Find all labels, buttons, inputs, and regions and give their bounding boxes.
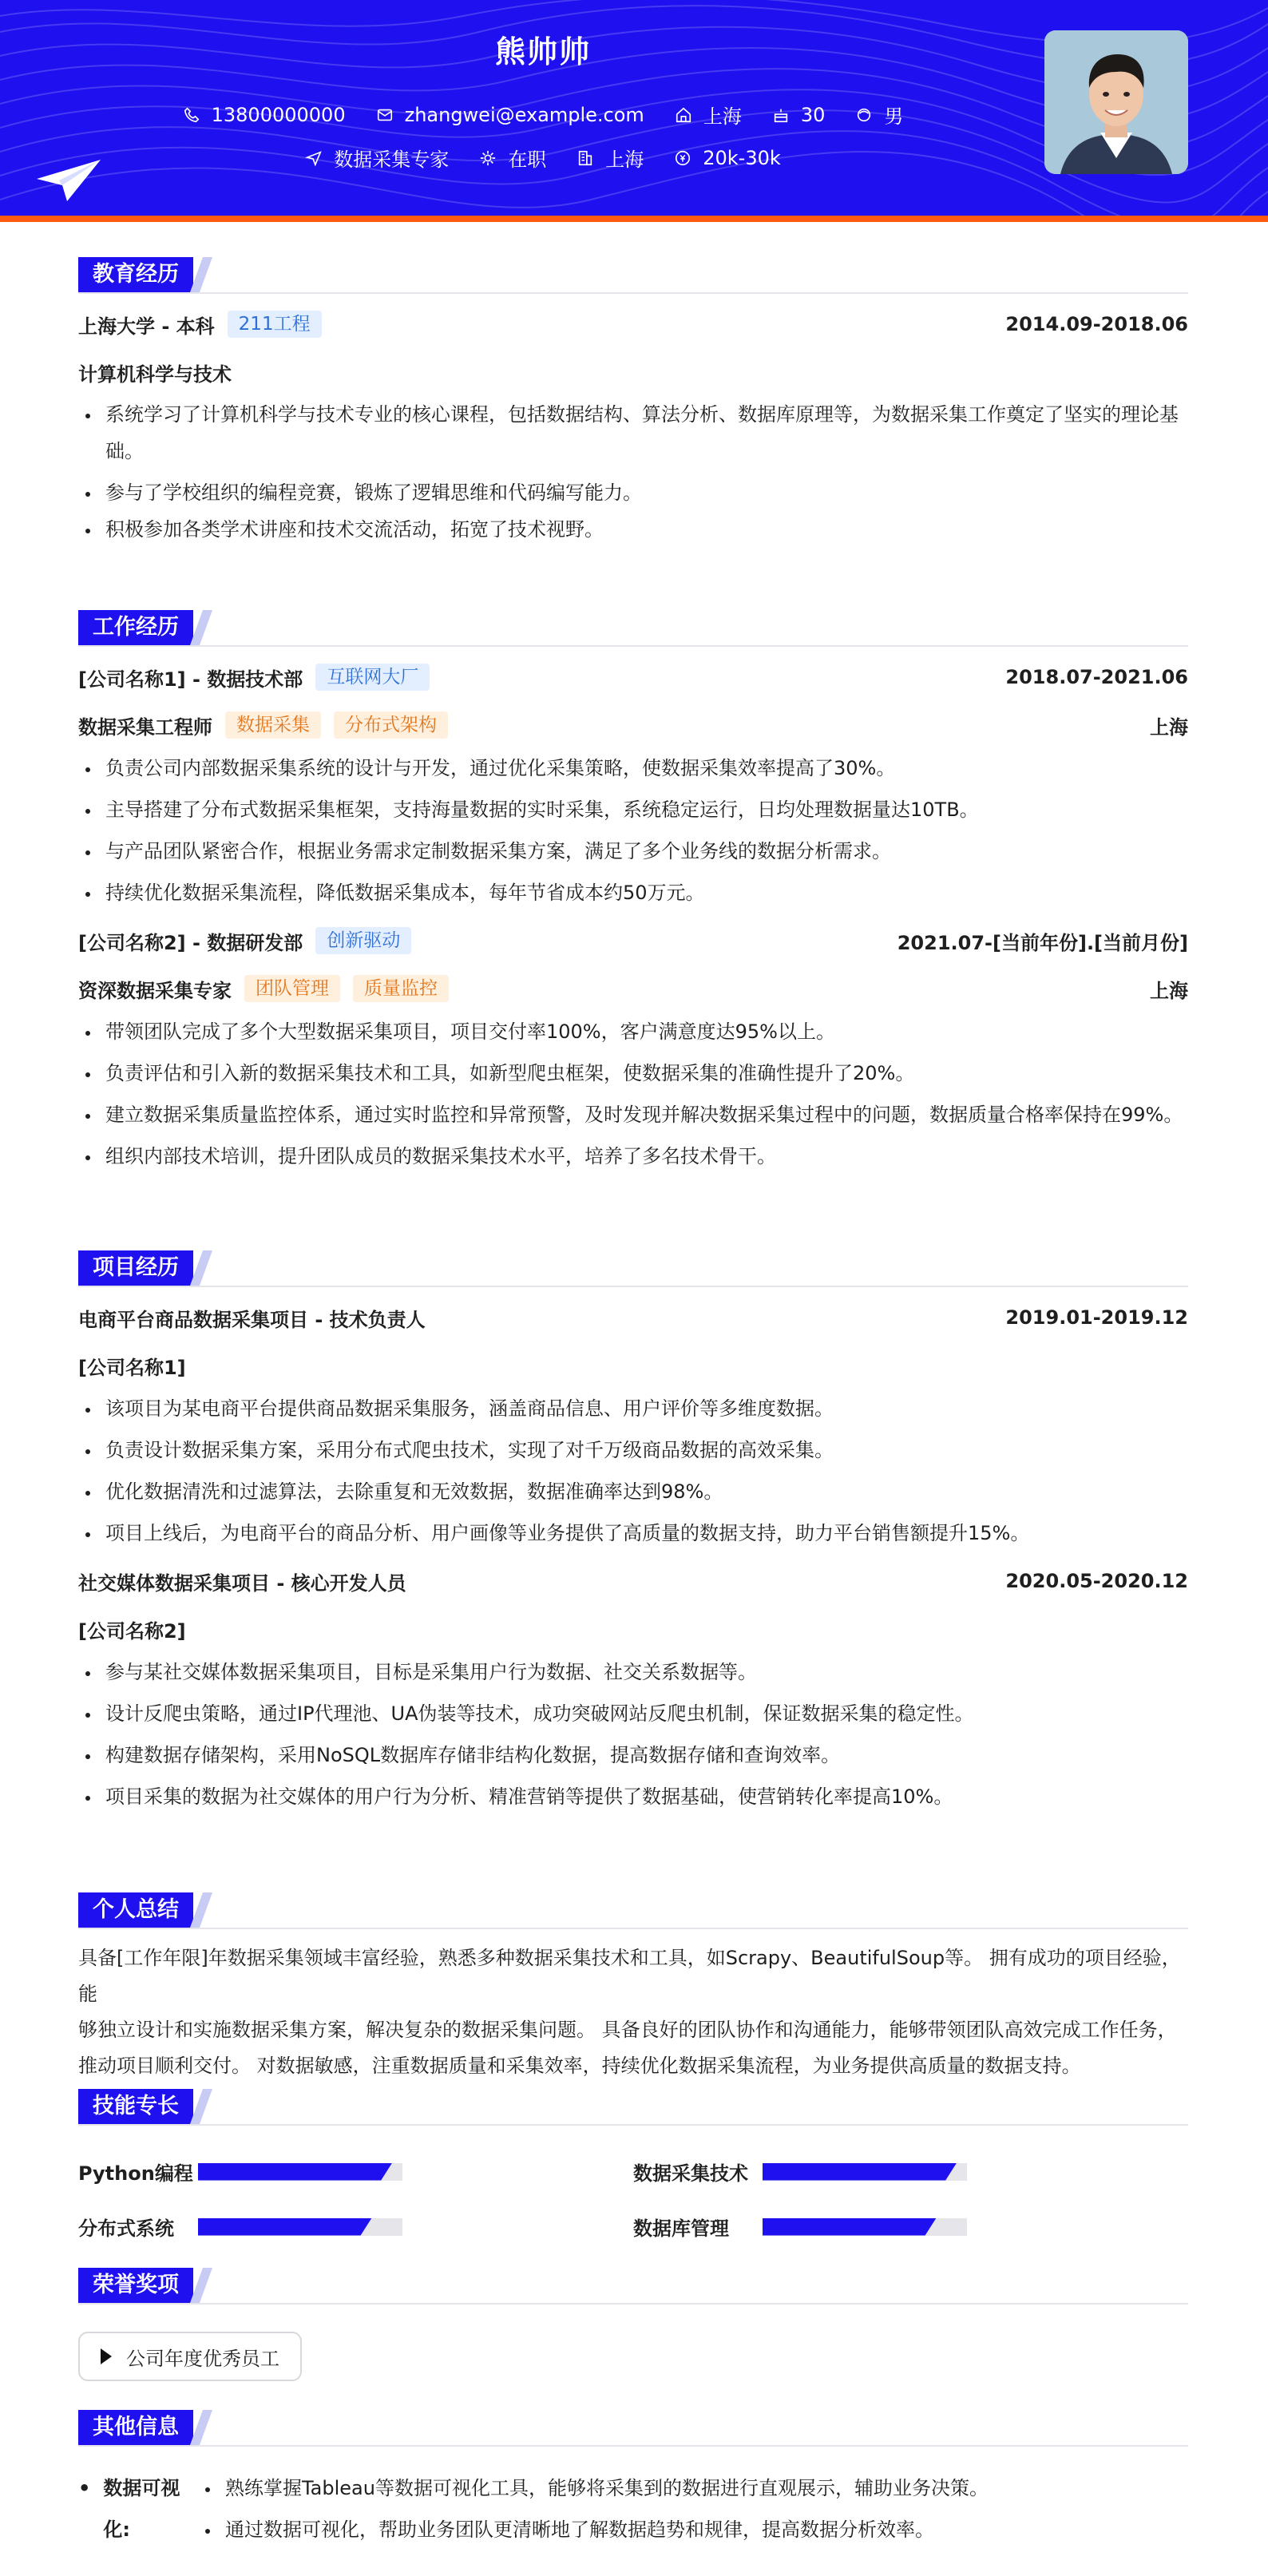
list-item: • 熟练掌握Tableau等数据可视化工具，能够将采集到的数据进行直观展示，辅助业务决策。 xyxy=(220,2467,989,2509)
other-item xyxy=(78,2467,1188,2550)
gender-icon xyxy=(855,106,873,124)
project-period: 2020.05-2020.12 xyxy=(1005,1570,1188,1592)
skill-bar xyxy=(763,2163,967,2181)
email-info xyxy=(376,104,644,126)
summary-line: 够独立设计和实施数据采集方案，解决复杂的数据采集问题。 具备良好的团队协作和沟通能力，能够带领团队高效完成工作任务， xyxy=(78,2019,1177,2041)
role-name: 数据采集工程师 xyxy=(78,715,212,739)
job-location: 上海 xyxy=(1150,715,1188,739)
education-details xyxy=(78,396,1188,548)
heading-decoration xyxy=(190,1892,212,1928)
gender-text: 男 xyxy=(884,105,904,128)
education-period: 2014.09-2018.06 xyxy=(1005,313,1188,335)
cake-icon xyxy=(772,106,790,124)
list-item: • 项目采集的数据为社交媒体的用户行为分析、精准营销等提供了数据基础，使营销转化率提高10%。 xyxy=(101,1776,1188,1817)
heading-decoration xyxy=(190,1250,212,1286)
phone-icon xyxy=(183,106,200,124)
skill-bar-fill xyxy=(198,2218,372,2236)
status-gear-icon xyxy=(479,149,497,167)
phone-info xyxy=(183,104,346,126)
project-name: 社交媒体数据采集项目 - 核心开发人员 xyxy=(78,1571,406,1595)
skill-bar xyxy=(198,2218,402,2236)
position-text: 数据采集专家 xyxy=(334,149,450,171)
city-text: 上海 xyxy=(703,105,742,128)
city-info xyxy=(675,101,742,129)
list-item: • 组织内部技术培训，提升团队成员的数据采集技术水平，培养了多名技术骨干。 xyxy=(101,1135,1188,1177)
section-heading: 工作经历 xyxy=(78,610,193,645)
role-tag: 数据采集 xyxy=(225,711,321,739)
role-name: 资深数据采集专家 xyxy=(78,979,232,1002)
education-entry-head xyxy=(78,308,1188,340)
header-accent-line xyxy=(0,216,1268,222)
job-location: 上海 xyxy=(1150,979,1188,1002)
gender-info xyxy=(855,101,903,129)
list-item: • 该项目为某电商平台提供商品数据采集服务，涵盖商品信息、用户评价等多维度数据。 xyxy=(101,1388,1188,1429)
awards-title xyxy=(78,2268,1188,2305)
skill-item xyxy=(633,2158,1188,2186)
age-text: 30 xyxy=(800,103,826,126)
phone-text: 13800000000 xyxy=(211,103,346,126)
mail-icon xyxy=(376,106,394,124)
other-details xyxy=(198,2467,989,2550)
work-city-text: 上海 xyxy=(605,149,644,171)
section-heading: 教育经历 xyxy=(78,257,193,292)
list-item: • 负责设计数据采集方案，采用分布式爬虫技术，实现了对千万级商品数据的高效采集。 xyxy=(101,1429,1188,1471)
job-2-details xyxy=(78,1011,1188,1177)
awards-section xyxy=(78,2268,1188,2381)
skill-name: 分布式系统 xyxy=(78,2217,174,2240)
job-period: 2021.07-[当前年份].[当前月份] xyxy=(897,931,1188,954)
award-item[interactable] xyxy=(78,2332,302,2381)
education-section xyxy=(78,257,1188,548)
company-name: [公司名称1] - 数据技术部 xyxy=(78,668,303,691)
skill-bar xyxy=(763,2218,967,2236)
position-info xyxy=(305,144,449,172)
projects-section xyxy=(78,1250,1188,1817)
candidate-name: 熊帅帅 xyxy=(494,34,591,69)
skill-name: 数据库管理 xyxy=(633,2217,729,2240)
award-name: 公司年度优秀员工 xyxy=(126,2347,279,2370)
skill-bar-fill xyxy=(763,2163,957,2181)
role-tag: 分布式架构 xyxy=(334,711,448,739)
list-item: • 通过数据可视化，帮助业务团队更清晰地了解数据趋势和规律，提高数据分析效率。 xyxy=(220,2509,989,2550)
list-item: • 参与某社交媒体数据采集项目，目标是采集用户行为数据、社交关系数据等。 xyxy=(101,1651,1188,1693)
other-title xyxy=(78,2410,1188,2447)
list-item: • 负责公司内部数据采集系统的设计与开发，通过优化采集策略，使数据采集效率提高了30%。 xyxy=(101,747,1188,789)
project-name: 电商平台商品数据采集项目 - 技术负责人 xyxy=(78,1308,426,1331)
section-heading: 荣誉奖项 xyxy=(78,2268,193,2303)
money-icon xyxy=(674,149,691,167)
email-text: zhangwei@example.com xyxy=(404,103,644,126)
salary-text: 20k-30k xyxy=(703,146,781,169)
major-name: 计算机科学与技术 xyxy=(78,363,232,386)
job-1-details xyxy=(78,747,1188,913)
building-icon xyxy=(577,149,594,167)
project-2-head xyxy=(78,1565,1188,1597)
send-icon xyxy=(305,149,323,167)
work-title xyxy=(78,610,1188,647)
summary-text xyxy=(78,1940,1188,2084)
job-1-head xyxy=(78,661,1188,693)
heading-decoration xyxy=(190,2268,212,2303)
role-tag: 团队管理 xyxy=(244,975,340,1002)
project-company: [公司名称2] xyxy=(78,1619,186,1643)
summary-section xyxy=(78,1892,1188,2084)
list-item: • 主导搭建了分布式数据采集框架，支持海量数据的实时采集，系统稳定运行，日均处理数据量达10TB。 xyxy=(101,789,1188,830)
section-heading: 项目经历 xyxy=(78,1250,193,1286)
heading-decoration xyxy=(190,2089,212,2124)
home-icon xyxy=(675,106,692,124)
skill-name: Python编程 xyxy=(78,2162,193,2185)
school-name: 上海大学 - 本科 xyxy=(78,315,215,338)
skill-bar-fill xyxy=(763,2218,937,2236)
skill-bar-fill xyxy=(198,2163,392,2181)
skills-title xyxy=(78,2089,1188,2126)
company-tag: 互联网大厂 xyxy=(315,664,430,691)
job-row xyxy=(0,144,1086,172)
job-2-head xyxy=(78,925,1188,957)
major-row xyxy=(78,356,1188,388)
list-item: • 构建数据存储架构，采用NoSQL数据库存储非结构化数据，提高数据存储和查询效率。 xyxy=(101,1734,1188,1776)
summary-title xyxy=(78,1892,1188,1929)
heading-decoration xyxy=(190,257,212,292)
work-section xyxy=(78,610,1188,1177)
project-2-company xyxy=(78,1613,1188,1645)
skill-item xyxy=(78,2213,633,2241)
list-item: • 带领团队完成了多个大型数据采集项目，项目交付率100%，客户满意度达95%以上。 xyxy=(101,1011,1188,1052)
project-2-details xyxy=(78,1651,1188,1817)
school-tag: 211工程 xyxy=(228,311,322,338)
heading-decoration xyxy=(190,2410,212,2445)
job-1-role xyxy=(78,709,1188,741)
summary-line: 推动项目顺利交付。 对数据敏感，注重数据质量和采集效率，持续优化数据采集流程，为业务提供高质量的数据支持。 xyxy=(78,2055,1081,2077)
other-key: • 数据可视化: xyxy=(78,2467,198,2550)
section-heading: 其他信息 xyxy=(78,2410,193,2445)
status-info xyxy=(479,144,546,172)
contact-row xyxy=(0,101,1086,129)
status-text: 在职 xyxy=(508,149,547,171)
project-period: 2019.01-2019.12 xyxy=(1005,1306,1188,1329)
summary-line: 具备[工作年限]年数据采集领域丰富经验，熟悉多种数据采集技术和工具，如Scrapy、BeautifulSoup等。 拥有成功的项目经验，能 xyxy=(78,1947,1181,2005)
heading-decoration xyxy=(190,610,212,645)
list-item: • 参与了学校组织的编程竞赛，锻炼了逻辑思维和代码编写能力。 xyxy=(101,474,1188,511)
list-item: • 系统学习了计算机科学与技术专业的核心课程，包括数据结构、算法分析、数据库原理等，为数据采集工作奠定了坚实的理论基 础。 xyxy=(101,396,1188,470)
other-info xyxy=(78,2467,1188,2550)
skill-bar xyxy=(198,2163,402,2181)
resume-header xyxy=(0,0,1268,216)
list-item: • 优化数据清洗和过滤算法，去除重复和无效数据，数据准确率达到98%。 xyxy=(101,1471,1188,1512)
list-item: • 持续优化数据采集流程，降低数据采集成本，每年节省成本约50万元。 xyxy=(101,872,1188,913)
skill-name: 数据采集技术 xyxy=(633,2162,748,2185)
list-item: • 负责评估和引入新的数据采集技术和工具，如新型爬虫框架，使数据采集的准确性提升了20%。 xyxy=(101,1052,1188,1094)
project-1-head xyxy=(78,1302,1188,1334)
job-period: 2018.07-2021.06 xyxy=(1005,666,1188,688)
work-city-info xyxy=(577,144,644,172)
list-item: • 设计反爬虫策略，通过IP代理池、UA伪装等技术，成功突破网站反爬虫机制，保证数据采集的稳定性。 xyxy=(101,1693,1188,1734)
list-item: • 与产品团队紧密合作，根据业务需求定制数据采集方案，满足了多个业务线的数据分析需求。 xyxy=(101,830,1188,872)
company-name: [公司名称2] - 数据研发部 xyxy=(78,931,303,954)
skills-grid xyxy=(78,2158,1188,2241)
portrait-image xyxy=(1044,30,1188,174)
job-2-role xyxy=(78,973,1188,1005)
skill-item xyxy=(633,2213,1188,2241)
education-title xyxy=(78,257,1188,294)
age-info xyxy=(772,104,826,126)
role-tag: 质量监控 xyxy=(353,975,449,1002)
projects-title xyxy=(78,1250,1188,1287)
project-1-details xyxy=(78,1388,1188,1554)
section-heading: 技能专长 xyxy=(78,2089,193,2124)
list-item: • 积极参加各类学术讲座和技术交流活动，拓宽了技术视野。 xyxy=(101,511,1188,548)
skill-item xyxy=(78,2158,633,2186)
list-item: • 建立数据采集质量监控体系，通过实时监控和异常预警，及时发现并解决数据采集过程中的问题，数据质量合格率保持在99%。 xyxy=(101,1094,1188,1135)
salary-info xyxy=(674,147,781,169)
project-1-company xyxy=(78,1349,1188,1381)
skills-section xyxy=(78,2089,1188,2241)
play-triangle-icon xyxy=(101,2348,112,2364)
project-company: [公司名称1] xyxy=(78,1356,186,1379)
company-tag: 创新驱动 xyxy=(315,927,411,954)
avatar-photo xyxy=(1044,30,1188,174)
section-heading: 个人总结 xyxy=(78,1892,193,1928)
list-item: • 项目上线后，为电商平台的商品分析、用户画像等业务提供了高质量的数据支持，助力平台销售额提升15%。 xyxy=(101,1512,1188,1554)
other-section xyxy=(78,2410,1188,2550)
